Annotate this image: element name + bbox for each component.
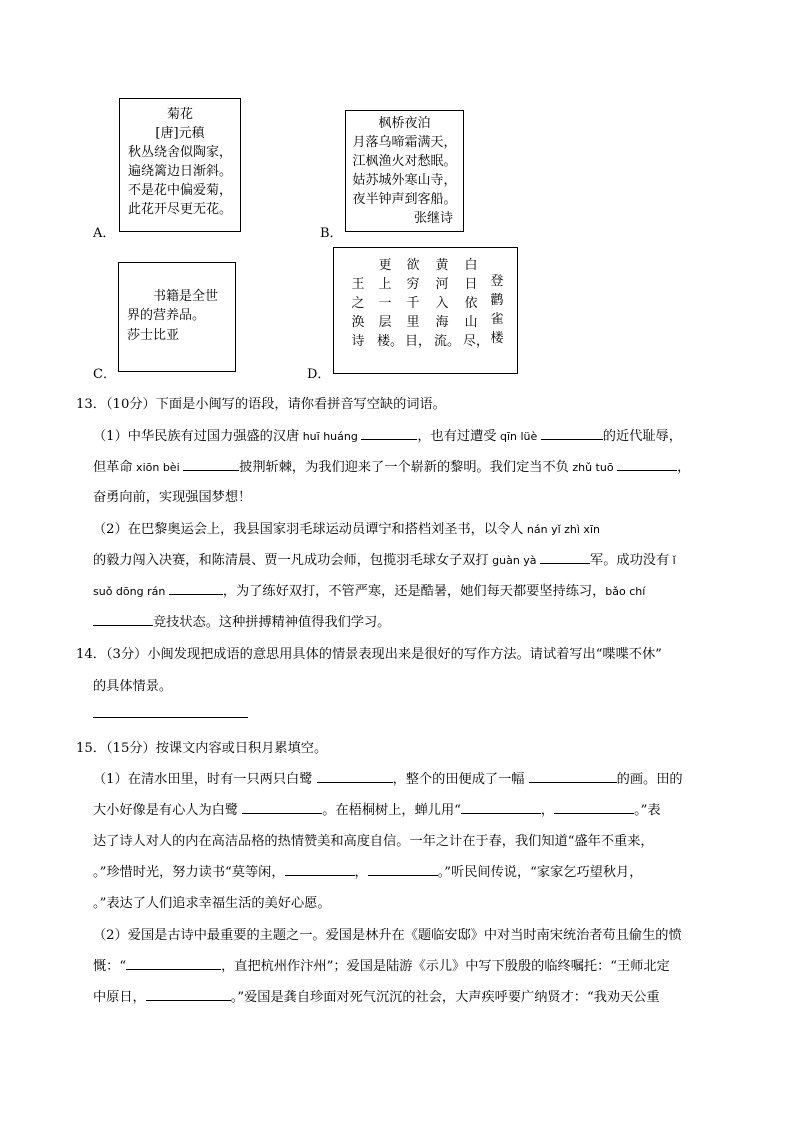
option-b-card <box>345 110 464 232</box>
pinyin: nán yǐ zhì xīn <box>523 523 600 536</box>
question-15-header: 15．（15分）按课文内容或日积月累填空。 <box>76 741 328 756</box>
answer-blank[interactable] <box>317 770 393 783</box>
text: 大小好像是有心人为白鹭 <box>93 803 239 818</box>
option-a-card <box>119 98 241 232</box>
text: 。”听民间传说，“家家乞巧望秋月， <box>437 865 643 880</box>
option-a-label: A． <box>93 226 116 241</box>
q15-p1-line3 <box>93 830 654 849</box>
pinyin: ǐ <box>669 554 676 567</box>
poem-column: 白日依山尽， <box>463 258 490 349</box>
text: ，直把杭州作汴州”；爱国是陆游《示儿》中写下殷殷的临终嘱托：“王师北定 <box>221 959 670 974</box>
poem-line: 江枫渔火对愁眠。 <box>352 154 457 169</box>
pinyin: zhǔ tuō <box>568 461 618 474</box>
text: 的毅力闯入决赛，和陈清晨、贾一凡成功会师，包揽羽毛球女子双打 <box>93 553 489 568</box>
text: ，也有过遭受 <box>417 429 497 444</box>
answer-blank[interactable] <box>93 613 153 626</box>
text: ， <box>677 460 691 475</box>
answer-blank[interactable] <box>242 801 322 814</box>
quote-line: 界的营养品。 <box>127 308 206 323</box>
pinyin: xiōn bèi <box>132 461 184 474</box>
poem-column: 欲穷千里目， <box>405 258 432 349</box>
q15-p1-line4 <box>93 861 642 880</box>
poem-author: [唐]元稹 <box>155 126 205 141</box>
option-c-label: C． <box>93 367 116 382</box>
text: 的画。田的 <box>616 772 683 787</box>
option-d-card <box>333 247 518 374</box>
answer-blank[interactable] <box>169 582 223 595</box>
text: （2）爱国是古诗中最重要的主题之一。爱国是林升在《题临安邸》中对当时南宋统治者苟且偷生的愤 <box>93 928 682 943</box>
q13-p2-line2 <box>93 549 676 568</box>
text: 。”表达了人们追求幸福生活的美好心愿。 <box>93 896 331 911</box>
poem-column: 黄河入海流。 <box>434 258 461 349</box>
text: 但革命 <box>93 460 133 475</box>
answer-blank[interactable] <box>146 988 231 1001</box>
pinyin: huī huáng <box>299 430 362 443</box>
poem-line: 夜半钟声到客船。 <box>352 192 457 207</box>
q15-p2-line2 <box>93 955 670 974</box>
q13-p2-line4 <box>93 611 390 630</box>
pinyin: suǒ dōng rán <box>93 585 169 598</box>
q15-p1-line2 <box>93 799 661 818</box>
answer-blank[interactable] <box>183 458 239 471</box>
answer-blank[interactable] <box>361 427 417 440</box>
answer-blank[interactable] <box>461 801 541 814</box>
text: 军。成功没有 <box>590 553 670 568</box>
poem-column: 更上一层楼。 <box>377 258 404 349</box>
pinyin: guàn yà <box>488 554 541 567</box>
q13-p2-line1 <box>93 518 600 537</box>
answer-blank[interactable] <box>540 551 590 564</box>
answer-blank[interactable] <box>529 770 617 783</box>
answer-blank[interactable] <box>126 957 221 970</box>
poem-line: 秋丛绕舍似陶家， <box>127 145 232 160</box>
text: 。”珍惜时光，努力读书“莫等闲， <box>93 865 285 880</box>
quote-line: 书籍是全世 <box>153 289 219 304</box>
option-d-label: D． <box>307 367 331 382</box>
q15-p1-line5 <box>93 892 331 911</box>
poem-line: 此花开尽更无花。 <box>127 202 232 217</box>
text: 的近代耻辱， <box>602 429 682 444</box>
poem-line: 姑苏城外寒山寺， <box>352 173 457 188</box>
answer-blank[interactable] <box>617 458 677 471</box>
text: 慨：“ <box>93 959 127 974</box>
text: 。在梧桐树上，蝉儿用“ <box>322 803 461 818</box>
text: ，整个的田便成了一幅 <box>392 772 525 787</box>
text: 达了诗人对人的内在高洁品格的热情赞美和高度自信。一年之计在于春，我们知道“盛年不重来， <box>93 834 654 849</box>
option-c-card <box>118 262 236 372</box>
quote-author: 莎士比亚 <box>127 328 180 343</box>
text: （2）在巴黎奥运会上，我县国家羽毛球运动员谭宁和搭档刘圣书，以令人 <box>93 522 524 537</box>
q15-p2-line1 <box>93 924 682 943</box>
answer-line[interactable] <box>93 717 248 718</box>
q13-p1-line3 <box>93 486 251 505</box>
text: 。”爱国是龚自珍面对死气沉沉的社会，大声疾呼要广纳贤才：“我劝天公重 <box>230 990 660 1005</box>
question-13-header: 13．（10分）下面是小闽写的语段，请你看拼音写空缺的词语。 <box>76 397 446 412</box>
text: 竞技状态。这种拼搏精神值得我们学习。 <box>153 615 391 630</box>
option-b-label: B． <box>320 226 343 241</box>
poem-line: 不是花中偏爱菊， <box>127 183 232 198</box>
poem-title: 枫桥夜泊 <box>378 116 431 131</box>
text: （1）在清水田里，时有一只两只白鹭 <box>93 772 313 787</box>
text: ，为了练好双打，不管严寒，还是酷暑，她们每天都要坚持练习， <box>222 584 606 599</box>
q13-p1-line2 <box>93 456 690 475</box>
question-14-header: 14．（3分）小闽发现把成语的意思用具体的情景表现出来是很好的写作方法。请试着写出“喋喋不休” <box>76 647 662 662</box>
poem-author-column: 王之涣诗 <box>351 277 365 349</box>
text: 奋勇向前，实现强国梦想！ <box>93 490 252 505</box>
answer-blank[interactable] <box>368 863 438 876</box>
q13-p1-line1 <box>93 425 682 444</box>
poem-line: 遍绕篱边日渐斜。 <box>127 164 232 179</box>
question-14-line2: 的具体情景。 <box>93 679 173 694</box>
text: （1）中华民族有过国力强盛的汉唐 <box>93 429 300 444</box>
text: ， <box>540 803 555 818</box>
poem-title: 菊花 <box>166 107 193 122</box>
answer-blank[interactable] <box>541 427 603 440</box>
q15-p1-line1 <box>93 768 683 787</box>
q15-p2-line3 <box>93 986 660 1005</box>
poem-title-column: 登鹳雀楼 <box>490 274 504 346</box>
answer-blank[interactable] <box>285 863 355 876</box>
answer-blank[interactable] <box>554 801 634 814</box>
pinyin: qīn lüè <box>496 430 541 443</box>
pinyin: bǎo chí <box>605 585 646 598</box>
text: 披荆斩棘，为我们迎来了一个崭新的黎明。我们定当不负 <box>239 460 569 475</box>
text: 中原日， <box>93 990 146 1005</box>
poem-line: 月落乌啼霜满天， <box>352 135 457 150</box>
poem-author: 张继诗 <box>413 211 453 226</box>
text: 。”表 <box>634 803 661 818</box>
q13-p2-line3 <box>93 580 645 599</box>
text: ， <box>354 865 368 880</box>
